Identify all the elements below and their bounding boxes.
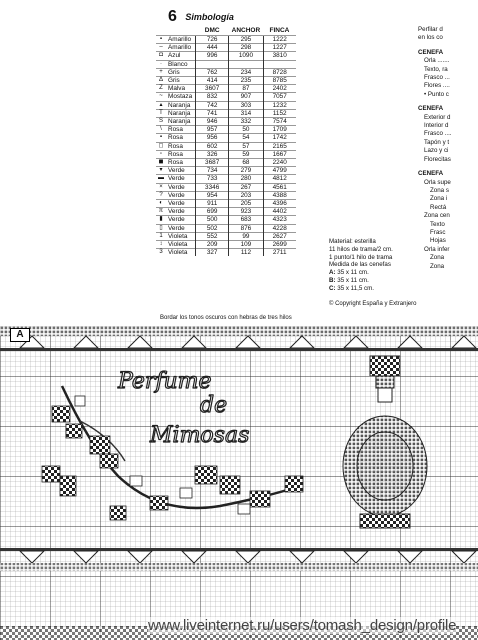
side-text: Zona (430, 254, 445, 262)
legend-finca-code: 4812 (263, 175, 296, 183)
legend-dmc-code: 3607 (196, 85, 229, 93)
legend-row (156, 85, 296, 93)
legend-row (156, 101, 296, 109)
legend-finca-code: 4396 (263, 200, 296, 208)
legend-symbol: ▬ (158, 175, 164, 182)
legend-finca-code: 2711 (263, 249, 296, 257)
legend-dmc-code: 946 (196, 118, 229, 126)
legend-symbol: π (156, 208, 166, 216)
legend-symbol: ◐ (156, 200, 166, 208)
legend-finca-code: 1709 (263, 126, 296, 134)
legend-symbol: Δ (156, 77, 166, 85)
legend-symbol: ▯ (156, 224, 166, 232)
legend-finca-code (263, 60, 296, 68)
legend-dmc-code: 444 (196, 44, 229, 52)
legend-anchor-code: 314 (229, 109, 264, 117)
legend-dmc-code: 733 (196, 175, 229, 183)
side-text: Frasco ... (424, 74, 450, 82)
legend-dmc-code: 209 (196, 241, 229, 249)
legend-dmc-code: 996 (196, 52, 229, 60)
section-heading: Simbología (185, 12, 234, 22)
cross-stitch-chart (0, 326, 478, 640)
legend-anchor-code: 235 (229, 77, 264, 85)
legend-color-name: Azul (166, 52, 196, 60)
material-line: 1 punto/1 hilo de trama (329, 253, 393, 261)
legend-symbol: × (156, 183, 166, 191)
watermark-url: www.liveinternet.ru/users/tomash_design/profile (148, 617, 457, 634)
side-text: Zona s (430, 186, 449, 194)
legend-symbol: ◻ (156, 142, 166, 150)
legend-anchor-code: 87 (229, 85, 264, 93)
side-text: Frasco .... (424, 130, 452, 138)
legend-row (156, 36, 296, 44)
legend-dmc-code: 326 (196, 150, 229, 158)
side-heading: CENEFA (418, 105, 444, 113)
legend-dmc-code: 762 (196, 68, 229, 76)
legend-color-name: Naranja (166, 109, 196, 117)
legend-finca-code: 2627 (263, 232, 296, 240)
legend-row (156, 232, 296, 240)
legend-color-name: Mostaza (166, 93, 196, 101)
legend-color-name: Blanco (166, 60, 196, 68)
legend-row (156, 216, 296, 224)
legend-color-name: Amarillo (166, 44, 196, 52)
side-text: Flores .... (424, 82, 450, 90)
legend-symbol: + (156, 68, 166, 76)
side-text: Zona (430, 262, 445, 270)
legend-row (156, 200, 296, 208)
side-text: Lazo y ci (424, 147, 449, 155)
legend-color-name: Verde (166, 175, 196, 183)
legend-finca-code: 1227 (263, 44, 296, 52)
size-a: A: 35 x 11 cm. (329, 269, 369, 277)
color-legend-table (156, 26, 296, 256)
legend-finca-code: 4323 (263, 216, 296, 224)
header-anchor: ANCHOR (231, 26, 261, 34)
legend-row (156, 191, 296, 199)
legend-symbol: \ (156, 126, 166, 134)
legend-dmc-code: 954 (196, 191, 229, 199)
legend-symbol: 3 (156, 249, 166, 257)
legend-anchor-code: 205 (229, 200, 264, 208)
legend-row (156, 109, 296, 117)
side-text: Zona cen (424, 212, 450, 220)
legend-row (156, 60, 296, 68)
side-text: Interior d (424, 122, 449, 130)
legend-anchor-code: 332 (229, 118, 264, 126)
legend-dmc-code: 3346 (196, 183, 229, 191)
legend-finca-code: 8785 (263, 77, 296, 85)
legend-finca-code: 4799 (263, 167, 296, 175)
material-line: Medida de las cenefas (329, 261, 391, 269)
legend-finca-code: 7057 (263, 93, 296, 101)
legend-color-name: Malva (166, 85, 196, 93)
legend-dmc-code: 602 (196, 142, 229, 150)
legend-symbol: 1 (156, 232, 166, 240)
legend-row (156, 175, 296, 183)
legend-symbol: ◘ (156, 52, 166, 60)
legend-finca-code: 3810 (263, 52, 296, 60)
legend-row (156, 159, 296, 167)
side-heading: CENEFA (418, 48, 444, 56)
legend-anchor-code: 303 (229, 101, 264, 109)
legend-color-name: Violeta (166, 249, 196, 257)
legend-row (156, 52, 296, 60)
legend-anchor-code: 59 (229, 150, 264, 158)
legend-rows (156, 36, 296, 257)
side-text: Frasc (430, 228, 446, 236)
legend-color-name: Verde (166, 191, 196, 199)
legend-dmc-code: 502 (196, 224, 229, 232)
legend-anchor-code: 907 (229, 93, 264, 101)
legend-anchor-code: 112 (229, 249, 264, 257)
side-text: Hojas (430, 237, 446, 245)
legend-symbol: ? (156, 191, 166, 199)
side-text: Exterior d (424, 113, 451, 121)
side-text: Orla infer (424, 245, 450, 253)
legend-anchor-code: 295 (229, 36, 264, 44)
legend-anchor-code: 923 (229, 208, 264, 216)
legend-dmc-code: 734 (196, 167, 229, 175)
legend-anchor-code: 54 (229, 134, 264, 142)
legend-symbol: T (156, 109, 166, 117)
legend-row (156, 224, 296, 232)
legend-row (156, 249, 296, 257)
legend-row (156, 77, 296, 85)
legend-row (156, 118, 296, 126)
legend-finca-code: 1222 (263, 36, 296, 44)
side-text: Florecitas (424, 155, 451, 163)
legend-anchor-code: 50 (229, 126, 264, 134)
legend-dmc-code: 741 (196, 109, 229, 117)
legend-color-name: Rosa (166, 159, 196, 167)
legend-row (156, 134, 296, 142)
legend-row (156, 208, 296, 216)
legend-row (156, 126, 296, 134)
legend-color-name: Rosa (166, 126, 196, 134)
legend-symbol: ▮ (156, 216, 166, 224)
section-title (168, 8, 234, 26)
legend-symbol: ▪ (156, 36, 166, 44)
legend-row (156, 68, 296, 76)
size-b: B: 35 x 11 cm. (329, 276, 369, 284)
legend-color-name: Violeta (166, 232, 196, 240)
legend-row (156, 142, 296, 150)
legend-dmc-code: 726 (196, 36, 229, 44)
legend-color-name: Violeta (166, 241, 196, 249)
side-text: Rectá (430, 203, 447, 211)
legend-color-name: Verde (166, 183, 196, 191)
legend-anchor-code: 68 (229, 159, 264, 167)
legend-anchor-code: 57 (229, 142, 264, 150)
legend-dmc-code: 832 (196, 93, 229, 101)
chart-text-line3: Mimosas (150, 423, 250, 448)
legend-symbol: ▴ (156, 101, 166, 109)
legend-anchor-code: 298 (229, 44, 264, 52)
legend-anchor-code: 234 (229, 68, 264, 76)
legend-anchor-code: 1090 (229, 52, 264, 60)
legend-color-name: Naranja (166, 101, 196, 109)
header-dmc: DMC (204, 26, 220, 34)
legend-finca-code: 1742 (263, 134, 296, 142)
legend-dmc-code: 956 (196, 134, 229, 142)
header-finca: FINCA (269, 26, 290, 34)
chart-text-line2: de (200, 393, 228, 418)
legend-symbol: ~ (156, 93, 166, 101)
legend-anchor-code: 280 (229, 175, 264, 183)
legend-color-name: Verde (166, 200, 196, 208)
legend-dmc-code: 911 (196, 200, 229, 208)
legend-anchor-code: 109 (229, 241, 264, 249)
legend-color-name: Verde (166, 208, 196, 216)
legend-anchor-code: 203 (229, 191, 264, 199)
legend-finca-code: 7574 (263, 118, 296, 126)
legend-color-name: Verde (166, 167, 196, 175)
legend-color-name: Amarillo (166, 36, 196, 44)
side-heading: CENEFA (418, 170, 444, 178)
legend-finca-code: 2699 (263, 241, 296, 249)
legend-finca-code: 4228 (263, 224, 296, 232)
legend-finca-code: 1152 (263, 109, 296, 117)
legend-row (156, 150, 296, 158)
legend-anchor-code: 267 (229, 183, 264, 191)
legend-anchor-code: 876 (229, 224, 264, 232)
legend-symbol: S (156, 118, 166, 126)
side-text: Zona i (430, 195, 448, 203)
side-text: Orla ....... (424, 57, 450, 65)
side-text: Perfilar d (418, 26, 443, 33)
legend-dmc-code: 552 (196, 232, 229, 240)
side-text: Tapón y t (424, 138, 450, 146)
legend-symbol: · (156, 60, 166, 68)
legend-finca-code: 1667 (263, 150, 296, 158)
legend-color-name: Naranja (166, 118, 196, 126)
legend-symbol: Z (156, 85, 166, 93)
legend-finca-code: 1232 (263, 101, 296, 109)
legend-finca-code: 4388 (263, 191, 296, 199)
legend-dmc-code: 327 (196, 249, 229, 257)
side-text: Orla supe (424, 178, 451, 186)
legend-color-name: Rosa (166, 134, 196, 142)
side-text: • Punto c (424, 90, 449, 98)
legend-color-name: Gris (166, 68, 196, 76)
legend-color-name: Verde (166, 216, 196, 224)
legend-color-name: Rosa (166, 150, 196, 158)
legend-caption: Bordar los tonos oscuros con hebras de tres hilos (160, 315, 292, 321)
legend-dmc-code: 957 (196, 126, 229, 134)
size-c: C: 35 x 11,5 cm. (329, 284, 374, 292)
legend-color-name: Verde (166, 224, 196, 232)
legend-row (156, 241, 296, 249)
legend-anchor-code: 279 (229, 167, 264, 175)
side-text: Texto, ra (424, 65, 448, 73)
legend-finca-code: 8728 (263, 68, 296, 76)
legend-finca-code: 4561 (263, 183, 296, 191)
legend-color-name: Rosa (166, 142, 196, 150)
legend-anchor-code: 99 (229, 232, 264, 240)
legend-dmc-code: 414 (196, 77, 229, 85)
legend-dmc-code: 742 (196, 101, 229, 109)
copyright: © Copyright España y Extranjero (329, 301, 417, 307)
legend-dmc-code: 3687 (196, 159, 229, 167)
legend-symbol: ↕ (156, 241, 166, 249)
legend-finca-code: 2240 (263, 159, 296, 167)
legend-row (156, 167, 296, 175)
side-instructions (418, 26, 478, 326)
material-line: Material: esterilla (329, 238, 376, 245)
section-number: 6 (168, 8, 177, 25)
legend-dmc-code (196, 60, 229, 68)
legend-color-name: Gris (166, 77, 196, 85)
material-line: 11 hilos de trama/2 cm. (329, 245, 393, 253)
legend-finca-code: 4402 (263, 208, 296, 216)
legend-symbol: ◼ (156, 159, 166, 167)
legend-dmc-code: 500 (196, 216, 229, 224)
side-text: Texto (430, 220, 445, 228)
material-info (329, 238, 393, 293)
legend-finca-code: 2165 (263, 142, 296, 150)
legend-row (156, 44, 296, 52)
chart-label: A (10, 328, 30, 342)
legend-finca-code: 2402 (263, 85, 296, 93)
side-text: en los co (418, 34, 443, 42)
legend-symbol: ▾ (156, 167, 166, 175)
legend-symbol: – (156, 44, 166, 52)
legend-dmc-code: 699 (196, 208, 229, 216)
legend-row (156, 183, 296, 191)
legend-anchor-code (229, 60, 264, 68)
legend-symbol: ▫ (156, 150, 166, 158)
legend-row (156, 93, 296, 101)
legend-symbol: ▪ (156, 134, 166, 142)
legend-anchor-code: 683 (229, 216, 264, 224)
chart-text-line1: Perfume (118, 369, 212, 394)
